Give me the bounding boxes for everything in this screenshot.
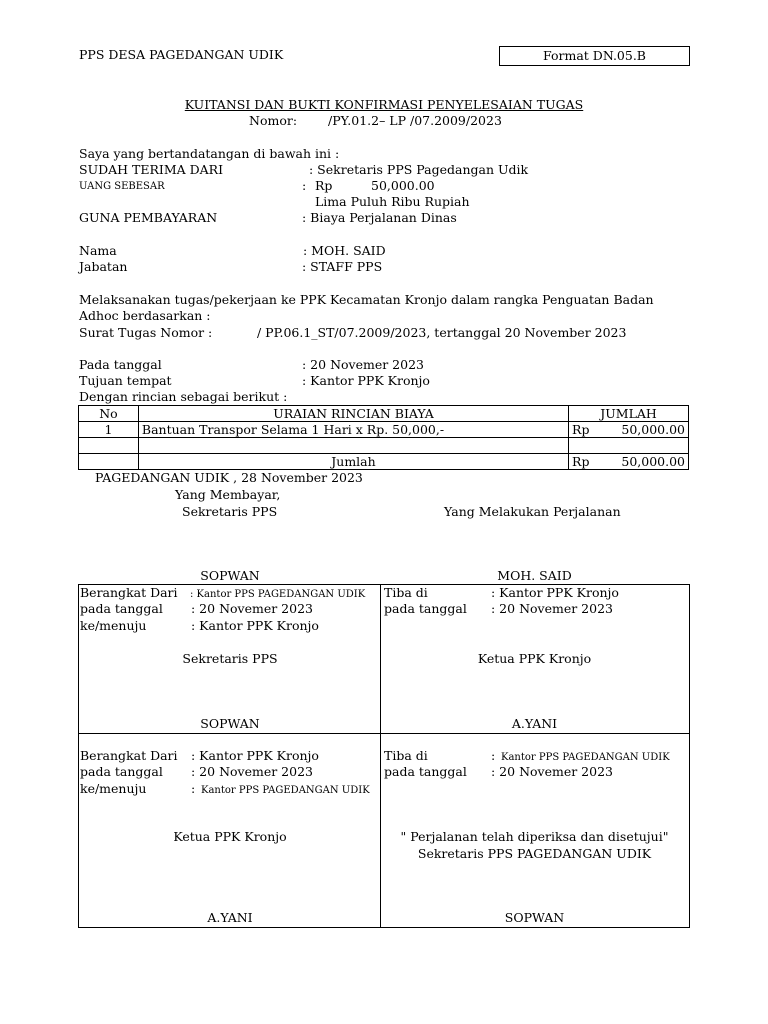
b2-date-label: pada tanggal (384, 601, 467, 616)
b2-date-value: : 20 Novemer 2023 (491, 601, 613, 616)
b3-to-label: ke/menuju (80, 781, 147, 796)
header-no: No (79, 406, 139, 422)
table-total-row (79, 454, 689, 470)
b3-to-value: Kantor PPS PAGEDANGAN UDIK (201, 785, 370, 796)
row-description: Bantuan Transpor Selama 1 Hari x Rp. 50,000,- (138, 422, 568, 438)
amount-value: 50,000.00 (371, 178, 435, 193)
position-value: : STAFF PPS (302, 259, 383, 274)
traveler-name: MOH. SAID (497, 568, 572, 583)
b4-name: SOPWAN (504, 910, 565, 925)
table-row (79, 422, 689, 438)
from-value: : Sekretaris PPS Pagedangan Udik (309, 162, 529, 177)
table-empty-row (79, 438, 689, 454)
b4-date-label: pada tanggal (384, 764, 467, 779)
position-label: Jabatan (79, 259, 128, 274)
b2-name: A.YANI (511, 716, 558, 731)
b1-to-value: : Kantor PPK Kronjo (191, 618, 319, 633)
b1-to-label: ke/menuju (80, 618, 147, 633)
grid-vertical-divider (380, 584, 381, 927)
traveler-label: Yang Melakukan Perjalanan (444, 504, 621, 519)
payer-label: Yang Membayar, (175, 487, 281, 502)
amount-currency: Rp (315, 178, 333, 193)
row-no: 1 (79, 422, 139, 438)
b4-arrive-label: Tiba di (384, 748, 428, 763)
b3-depart-label: Berangkat Dari (80, 748, 178, 763)
amount-words: Lima Puluh Ribu Rupiah (315, 194, 470, 209)
amount-label: UANG SEBESAR (79, 181, 165, 192)
intro-text: Saya yang bertandatangan di bawah ini : (79, 146, 340, 161)
trip-dest-label: Tujuan tempat (79, 373, 172, 388)
task-line-2: Adhoc berdasarkan : (79, 308, 211, 323)
b1-title: Sekretaris PPS (182, 651, 278, 666)
trip-dest-value: : Kantor PPK Kronjo (302, 373, 430, 388)
purpose-label: GUNA PEMBAYARAN (79, 210, 218, 225)
trip-date-value: : 20 Novemer 2023 (302, 357, 424, 372)
b4-title: Sekretaris PPS PAGEDANGAN UDIK (417, 846, 652, 861)
b2-arrive-value: : Kantor PPK Kronjo (491, 585, 619, 600)
amount-colon: : (302, 178, 307, 193)
b3-title: Ketua PPK Kronjo (173, 829, 287, 844)
b1-date-value: : 20 Novemer 2023 (191, 601, 313, 616)
task-line-1: Melaksanakan tugas/pekerjaan ke PPK Kecamatan Kronjo dalam rangka Penguatan Badan (79, 292, 654, 307)
purpose-value: : Biaya Perjalanan Dinas (302, 210, 457, 225)
grid-horizontal-divider (78, 733, 689, 734)
place-date: PAGEDANGAN UDIK , 28 November 2023 (95, 470, 363, 485)
b3-depart-value: : Kantor PPK Kronjo (191, 748, 319, 763)
b1-name: SOPWAN (200, 716, 260, 731)
letter-label: Surat Tugas Nomor : (79, 325, 213, 340)
b1-depart-label: Berangkat Dari (80, 585, 178, 600)
from-label: SUDAH TERIMA DARI (79, 162, 224, 177)
cost-table (78, 405, 689, 470)
b3-date-label: pada tanggal (80, 764, 163, 779)
b2-arrive-label: Tiba di (384, 585, 428, 600)
letter-value: / PP.06.1_ST/07.2009/2023, tertanggal 20 November 2023 (257, 325, 627, 340)
header-amount: JUMLAH (569, 406, 689, 422)
b3-date-value: : 20 Novemer 2023 (191, 764, 313, 779)
row-amount: 50,000.00 (609, 422, 689, 438)
name-value: : MOH. SAID (303, 243, 386, 258)
row-currency: Rp (569, 422, 609, 438)
b1-depart-value: : Kantor PPS PAGEDANGAN UDIK (190, 589, 366, 600)
document-title: KUITANSI DAN BUKTI KONFIRMASI PENYELESAIAN TUGAS (184, 97, 584, 112)
payer-name: SOPWAN (200, 568, 260, 583)
b3-name: A.YANI (207, 910, 253, 925)
nomor-value: /PY.01.2– LP /07.2009/2023 (328, 113, 502, 128)
b1-date-label: pada tanggal (80, 601, 163, 616)
format-code-box (499, 46, 690, 66)
trip-date-label: Pada tanggal (79, 357, 162, 372)
b4-arrive-value: Kantor PPS PAGEDANGAN UDIK (501, 752, 670, 763)
nomor-label: Nomor: (249, 113, 298, 128)
b4-approval-note: " Perjalanan telah diperiksa dan disetujui" (400, 829, 669, 844)
name-label: Nama (79, 243, 117, 258)
b4-date-value: : 20 Novemer 2023 (491, 764, 613, 779)
payer-title: Sekretaris PPS (182, 504, 278, 519)
org-name: PPS DESA PAGEDANGAN UDIK (79, 47, 284, 62)
format-code: Format DN.05.B (543, 48, 646, 63)
detail-intro: Dengan rincian sebagai berikut : (79, 389, 288, 404)
b2-title: Ketua PPK Kronjo (477, 651, 592, 666)
table-header-row (79, 406, 689, 422)
total-amount: 50,000.00 (609, 454, 689, 470)
total-currency: Rp (569, 454, 609, 470)
b4-arrive-colon: : (491, 748, 496, 763)
total-label: Jumlah (138, 454, 568, 470)
header-description: URAIAN RINCIAN BIAYA (138, 406, 568, 422)
b3-to-colon: : (191, 781, 196, 796)
